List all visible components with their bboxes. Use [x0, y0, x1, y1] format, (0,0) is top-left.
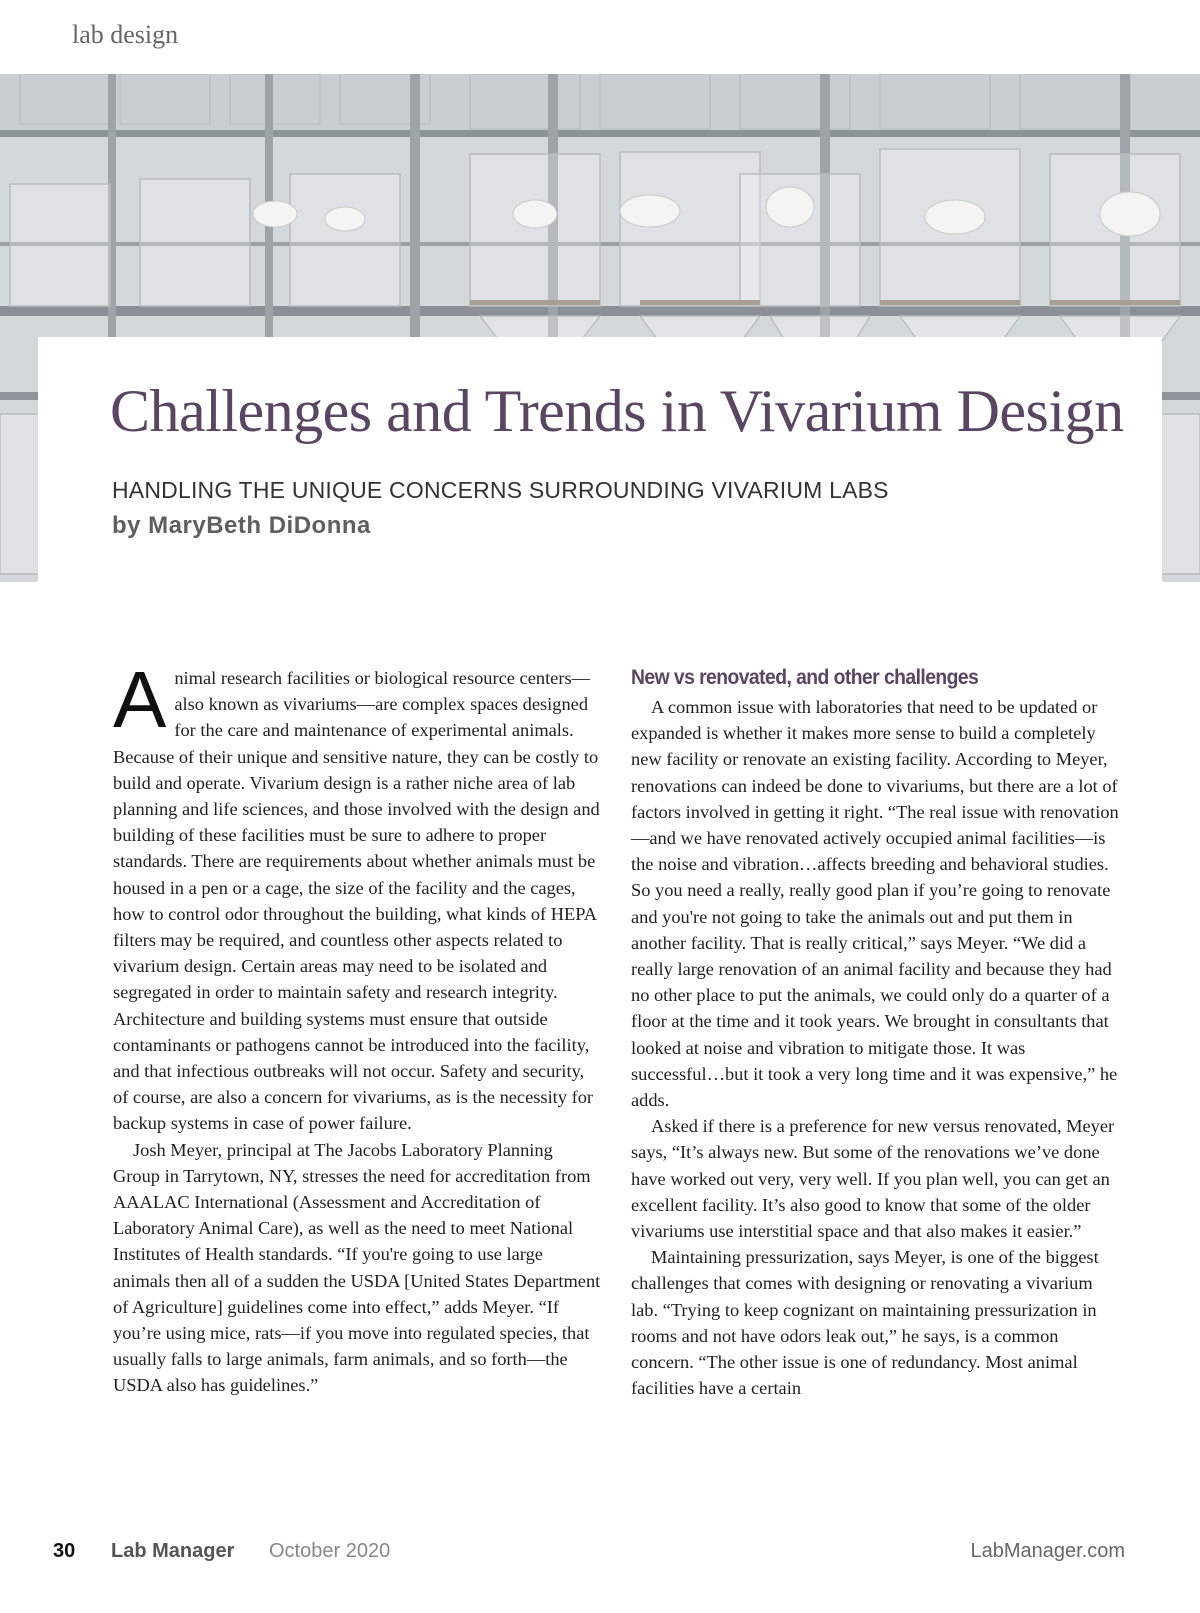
issue-date: October 2020: [269, 1540, 391, 1562]
page-footer: [53, 1540, 1125, 1570]
drop-cap: A: [113, 655, 167, 744]
paragraph: Josh Meyer, principal at The Jacobs Laboratory Planning Group in Tarrytown, NY, stresses the need for accreditation from AAALAC International (Assessment and Accreditation of Laboratory Animal Care), as well as the need to meet National Institutes of Health standards. “If you're going to use large animals then all of a sudden the USDA [United States Department of Agriculture] guidelines come into effect,” adds Meyer. “If you’re using mice, rats—if you move into regulated species, that usually falls to large animals, farm animals, and so forth—the USDA also has guidelines.”: [113, 1139, 601, 1396]
website-link[interactable]: LabManager.com: [970, 1540, 1125, 1562]
article-title: Challenges and Trends in Vivarium Design: [110, 378, 1124, 444]
paragraph-text: nimal research facilities or biological resource centers—also known as vivariums—are complex spaces designed for the care and maintenance of experimental animals. Because of their unique and sensitive nature, they can be costly to build and operate. Vivarium design is a rather niche area of lab planning and life sciences, and those involved with the design and building of these facilities must be sure to adhere to proper standards. There are requirements about whether animals must be housed in a pen or a cage, the size of the facility and the cages, how to control odor throughout the building, what kinds of HEPA filters may be required, and countless other aspects related to vivarium design. Certain areas may need to be isolated and segregated in order to maintain safety and research integrity. Architecture and building systems must ensure that outside contaminants or pathogens cannot be introduced into the facility, and that infectious outbreaks will not occur. Safety and security, of course, are also a concern for vivariums, as is the necessity for backup systems in case of power failure.: [113, 668, 600, 1134]
section-heading: New vs renovated, and other challenges: [631, 666, 979, 689]
body-column-right: [631, 664, 1121, 1401]
body-column-left: [113, 655, 603, 1399]
paragraph: A common issue with laboratories that need to be updated or expanded is whether it makes more sense to build a completely new facility or renovate an existing facility. According to Meyer, renovations can indeed be done to vivariums, but there are a lot of factors involved in getting it right. “The real issue with renovation—and we have renovated actively occupied animal facilities—is the noise and vibration…affects breeding and behavioral studies. So you need a really, really good plan if you’re going to renovate and you're not going to take the animals out and put them in another facility. That is really critical,” says Meyer. “We did a really large renovation of an animal facility and because they had no other place to put the animals, we could only do a quarter of a floor at the time and it took years. We brought in consultants that looked at noise and vibration to mitigate those. It was successful…but it took a very long time and it was expensive,” he adds.: [631, 697, 1119, 1111]
paragraph: Maintaining pressurization, says Meyer, is one of the biggest challenges that comes with designing or renovating a vivarium lab. “Trying to keep cognizant on maintaining pressurization in rooms and not have odors leak out,” he says, is a common concern. “The other issue is one of redundancy. Most animal facilities have a certain: [631, 1247, 1099, 1399]
paragraph: [113, 655, 603, 1137]
publication-name: Lab Manager: [111, 1540, 235, 1562]
paragraph: Asked if there is a preference for new versus renovated, Meyer says, “It’s always new. But some of the renovations we’ve done have worked out very, very well. If you plan well, you can get an excellent facility. It’s also good to know that some of the older vivariums use interstitial space and that also makes it easier.”: [631, 1116, 1115, 1242]
article-byline: by MaryBeth DiDonna: [112, 512, 371, 539]
article-subtitle: HANDLING THE UNIQUE CONCERNS SURROUNDING VIVARIUM LABS: [112, 477, 889, 503]
section-label: lab design: [72, 20, 179, 49]
page-number: 30: [53, 1540, 76, 1562]
title-panel: [38, 337, 1162, 582]
